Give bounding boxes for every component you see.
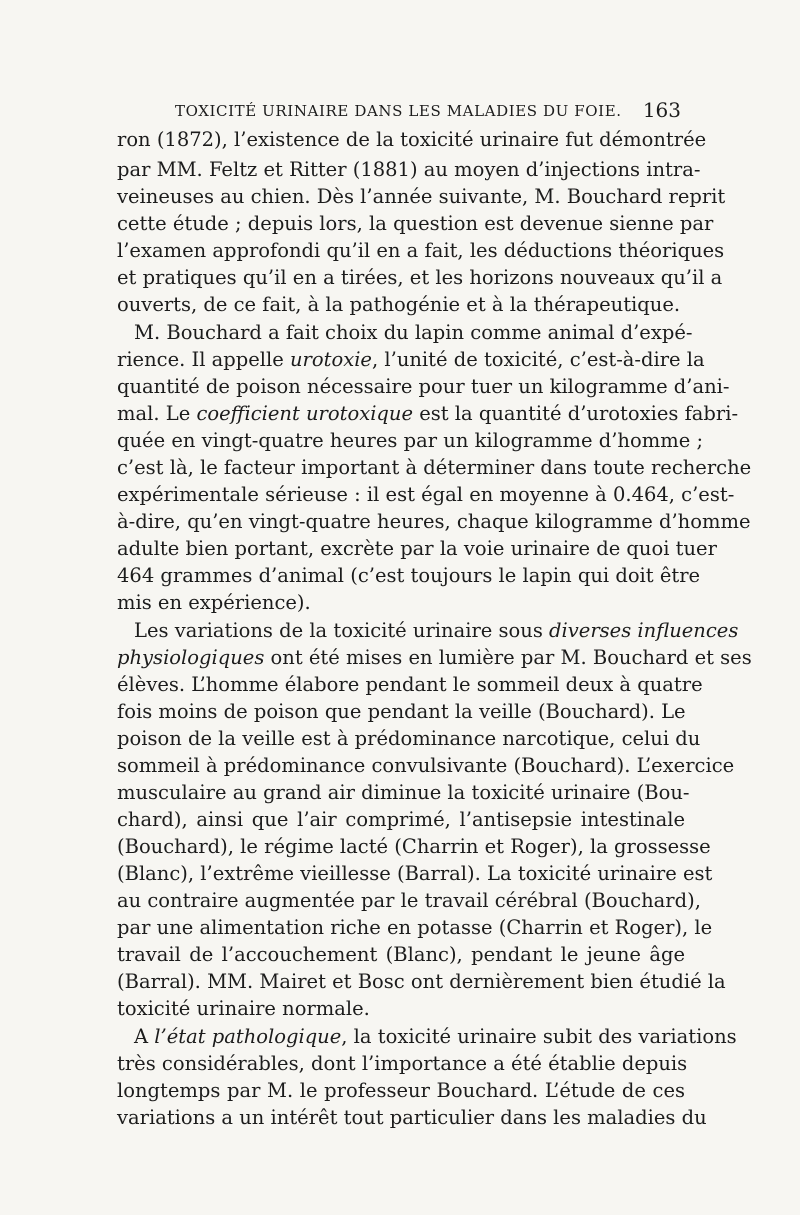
text-line: 464 grammes d’animal (c’est toujours le lapin qui doit être [117,564,701,587]
text-run: , la toxicité urinaire subit des variations [341,1025,737,1048]
text-line: ouverts, de ce fait, à la pathogénie et à la thérapeutique. [117,293,681,316]
text-line: mis en expérience). [117,591,311,614]
text-line: par une alimentation riche en potasse (Charrin et Roger), le [117,916,713,939]
text-line: quée en vingt-quatre heures par un kilogramme d’homme ; [117,429,704,452]
text-run: est la quantité d’urotoxies fabri- [413,402,739,425]
text-line: c’est là, le facteur important à déterminer dans toute recherche [117,456,752,479]
text-line: par MM. Feltz et Ritter (1881) au moyen d’injections intra- [117,158,701,181]
text-line: cette étude ; depuis lors, la question est devenue sienne par [117,212,714,235]
text-line: (Barral). MM. Mairet et Bosc ont dernièrement bien étudié la [117,970,726,993]
running-head [165,98,685,124]
text-run: rience. Il appelle [117,348,290,371]
text-line [117,399,739,429]
text-line: fois moins de poison que pendant la veille (Bouchard). Le [117,700,686,723]
text-run: A [134,1025,155,1048]
italic-term: l’état pathologique [154,1025,342,1048]
text-line [134,1022,737,1052]
text-line: très considérables, dont l’importance a été établie depuis [117,1052,688,1075]
text-line: (Bouchard), le régime lacté (Charrin et Roger), la grossesse [117,835,711,858]
text-line: veineuses au chien. Dès l’année suivante, M. Bouchard reprit [117,185,726,208]
text-run: Les variations de la toxicité urinaire sous [134,619,550,642]
italic-term: coefficient urotoxique [196,402,414,425]
text-line: ron (1872), l’existence de la toxicité urinaire fut démontrée [117,128,707,151]
text-line: variations a un intérêt tout particulier dans les maladies du [117,1106,707,1129]
text-run: mal. Le [117,402,197,425]
text-line: travail de l’accouchement (Blanc), pendant le jeune âge [117,943,685,966]
page-number: 163 [642,98,681,122]
text-line [117,345,705,375]
text-line: au contraire augmentée par le travail cérébral (Bouchard), [117,889,701,912]
text-run: ont été mises en lumière par M. Bouchard et ses [264,646,752,669]
italic-term: physiologiques [117,646,265,669]
text-line: poison de la veille est à prédominance narcotique, celui du [117,727,701,750]
text-line: élèves. L’homme élabore pendant le sommeil deux à quatre [117,673,703,696]
text-line: expérimentale sérieuse : il est égal en moyenne à 0.464, c’est- [117,483,735,506]
text-line: toxicité urinaire normale. [117,997,370,1020]
running-title: TOXICITÉ URINAIRE DANS LES MALADIES DU FOIE. [175,102,622,120]
text-line: à-dire, qu’en vingt-quatre heures, chaque kilogramme d’homme [117,510,751,533]
text-run: , l’unité de toxicité, c’est-à-dire la [371,348,705,371]
text-line: chard), ainsi que l’air comprimé, l’antisepsie intestinale [117,808,685,831]
italic-term: diverses influences [549,619,739,642]
text-line: quantité de poison nécessaire pour tuer un kilogramme d’ani- [117,375,730,398]
italic-term: urotoxie [290,348,372,371]
text-line: longtemps par M. le professeur Bouchard. L’étude de ces [117,1079,685,1102]
text-line: l’examen approfondi qu’il en a fait, les déductions théoriques [117,239,725,262]
text-line: (Blanc), l’extrême vieillesse (Barral). La toxicité urinaire est [117,862,713,885]
text-line: musculaire au grand air diminue la toxicité urinaire (Bou- [117,781,690,804]
text-line: et pratiques qu’il en a tirées, et les horizons nouveaux qu’il a [117,266,723,289]
text-line [134,616,739,646]
text-line: sommeil à prédominance convulsivante (Bouchard). L’exercice [117,754,735,777]
text-line [117,643,752,673]
text-line: M. Bouchard a fait choix du lapin comme animal d’expé- [134,321,693,344]
text-line: adulte bien portant, excrète par la voie urinaire de quoi tuer [117,537,717,560]
